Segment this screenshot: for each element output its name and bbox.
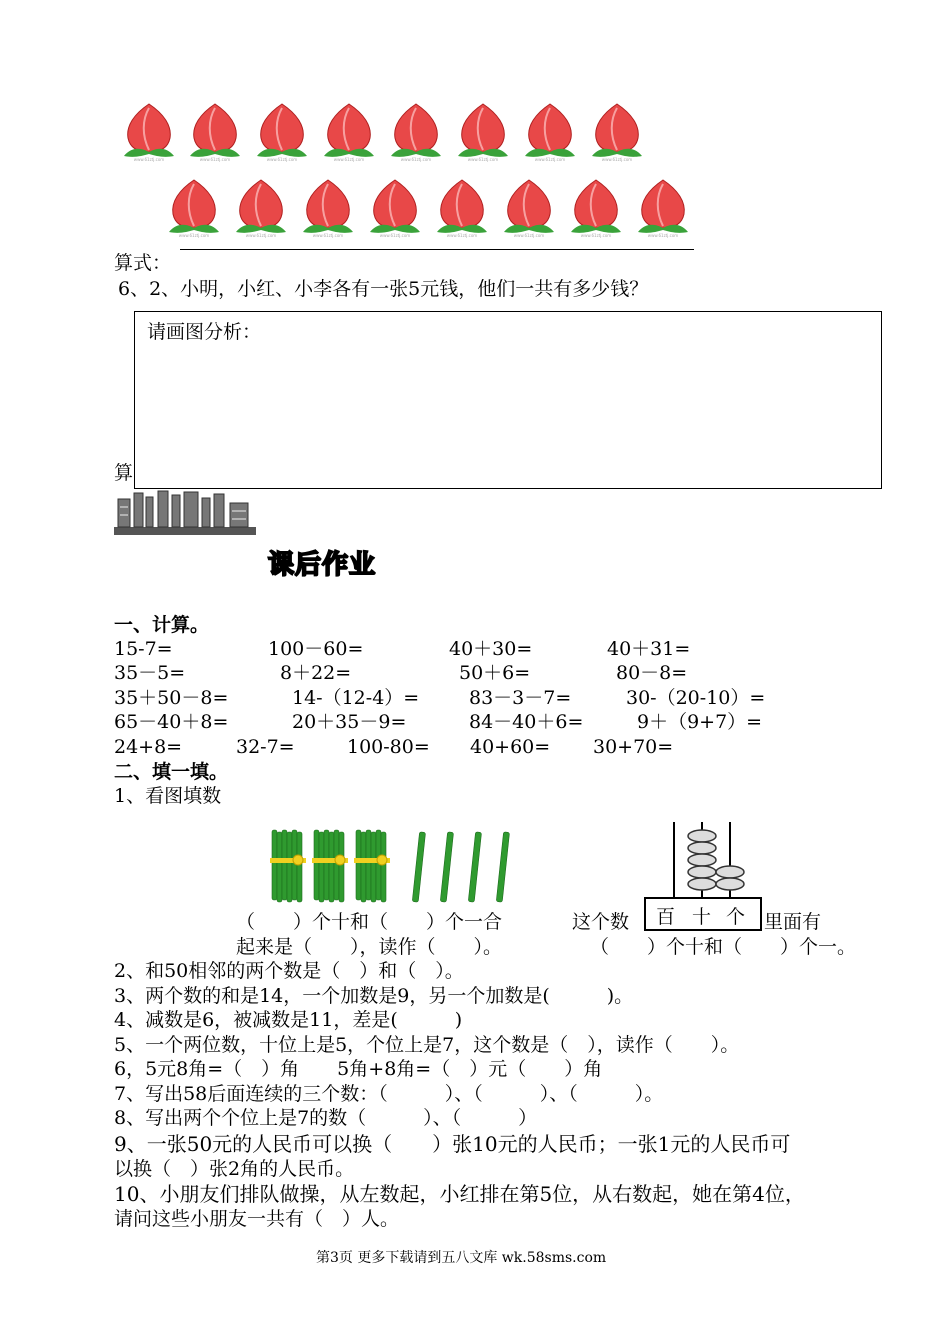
stick-shape — [272, 830, 277, 900]
peach-icon — [454, 100, 512, 162]
stick-shape — [381, 832, 386, 902]
abacus-label-ones: 个 — [726, 906, 746, 928]
abacus-text-line2: （ ）个十和（ ）个一。 — [590, 936, 857, 958]
svg-text:www.61ztj.com: www.61ztj.com — [133, 157, 165, 162]
stick-shape — [339, 832, 344, 902]
calc-r4c4: 9＋（9+7）= — [637, 711, 763, 733]
homework-title: 课后作业 — [268, 550, 377, 580]
peach-icon — [387, 100, 445, 162]
section2-q1: 1、看图填数 — [114, 785, 222, 807]
stick-shape — [356, 830, 361, 900]
svg-text:www.61ztj.com: www.61ztj.com — [580, 233, 612, 238]
svg-text:www.61ztj.com: www.61ztj.com — [333, 157, 365, 162]
calc-r5c5: 30+70= — [593, 736, 674, 758]
calc-r1c1: 15-7= — [114, 638, 173, 660]
svg-text:www.61ztj.com: www.61ztj.com — [266, 157, 298, 162]
calc-r5c4: 40+60= — [470, 736, 551, 758]
question-4: 4、减数是6，被减数是11，差是( ) — [114, 1009, 463, 1031]
question-5: 5、一个两位数，十位上是5，个位上是7，这个数是（ ），读作（ ）。 — [114, 1034, 740, 1056]
calc-r3c4: 30-（20-10）= — [626, 687, 766, 709]
calc-r5c3: 100-80= — [347, 736, 430, 758]
calc-r3c1: 35＋50－8= — [114, 687, 229, 709]
stick-shape — [314, 830, 319, 900]
calc-r3c2: 14-（12-4）= — [292, 687, 420, 709]
svg-text:www.61ztj.com: www.61ztj.com — [446, 233, 478, 238]
calc-r5c2: 32-7= — [236, 736, 295, 758]
question-9-line2: 以换（ ）张2角的人民币。 — [114, 1158, 355, 1180]
question-10-line2: 请问这些小朋友一共有（ ）人。 — [114, 1208, 400, 1230]
calc-r2c4: 80－8= — [616, 662, 688, 684]
box-label: 请画图分析： — [147, 321, 262, 343]
peach-icon — [253, 100, 311, 162]
stick-shape — [496, 832, 509, 902]
stick-shape — [282, 830, 287, 900]
stick-shape — [329, 832, 334, 902]
svg-text:www.61ztj.com: www.61ztj.com — [400, 157, 432, 162]
peach-icon — [433, 176, 491, 238]
stick-shape — [293, 855, 303, 865]
stick-shape — [324, 830, 329, 900]
formula-label: 算式： — [114, 252, 172, 274]
sticks-bundle-picture — [268, 826, 518, 906]
calc-r4c1: 65－40＋8= — [114, 711, 229, 733]
peach-icon — [521, 100, 579, 162]
peach-icon — [186, 100, 244, 162]
hidden-formula-label: 算 — [114, 462, 134, 484]
calc-r5c1: 24+8= — [114, 736, 183, 758]
peach-icon — [567, 176, 625, 238]
peach-icon — [320, 100, 378, 162]
svg-text:www.61ztj.com: www.61ztj.com — [534, 157, 566, 162]
question-7: 7、写出58后面连续的三个数：（ ）、（ ）、（ ）。 — [114, 1083, 664, 1105]
stick-shape — [287, 832, 292, 902]
stick-shape — [371, 832, 376, 902]
peach-icon — [588, 100, 646, 162]
svg-text:www.61ztj.com: www.61ztj.com — [379, 233, 411, 238]
stick-shape — [361, 832, 366, 902]
abacus-text-line1a: 这个数 — [572, 911, 630, 933]
calc-r3c3: 83－3－7= — [469, 687, 572, 709]
stick-shape — [297, 832, 302, 902]
stick-shape — [277, 832, 282, 902]
calc-r1c3: 40＋30= — [449, 638, 533, 660]
svg-text:www.61ztj.com: www.61ztj.com — [245, 233, 277, 238]
question-10-line1: 10、小朋友们排队做操，从左数起，小红排在第5位，从右数起，她在第4位， — [114, 1182, 805, 1206]
drawing-answer-box[interactable] — [134, 311, 882, 489]
section1-title: 一、计算。 — [114, 614, 210, 636]
stick-shape — [335, 855, 345, 865]
question-3: 3、两个数的和是14，一个加数是9，另一个加数是( )。 — [114, 985, 634, 1007]
bundle-text-line1: （ ）个十和（ ）个一合 — [236, 911, 503, 933]
section2-title: 二、填一填。 — [114, 761, 229, 783]
svg-text:www.61ztj.com: www.61ztj.com — [467, 157, 499, 162]
svg-text:www.61ztj.com: www.61ztj.com — [513, 233, 545, 238]
question-8: 8、写出两个个位上是7的数（ ）、（ ） — [114, 1107, 538, 1129]
abacus-label-hundreds: 百 — [656, 906, 676, 928]
peach-icon — [120, 100, 178, 162]
stick-shape — [319, 832, 324, 902]
stick-shape — [377, 855, 387, 865]
peach-icon — [299, 176, 357, 238]
page-footer: 第3页 更多下载请到五八文库 wk.58sms.com — [316, 1250, 607, 1266]
peach-icon — [500, 176, 558, 238]
question-9-line1: 9、一张50元的人民币可以换（ ）张10元的人民币；一张1元的人民币可 — [114, 1132, 791, 1156]
svg-text:www.61ztj.com: www.61ztj.com — [601, 157, 633, 162]
books-icon — [114, 489, 256, 539]
stick-shape — [468, 832, 481, 902]
peach-icon — [634, 176, 692, 238]
abacus-text-line1b: 里面有 — [764, 911, 822, 933]
peach-icon — [165, 176, 223, 238]
svg-text:www.61ztj.com: www.61ztj.com — [178, 233, 210, 238]
svg-text:www.61ztj.com: www.61ztj.com — [312, 233, 344, 238]
formula-answer-line — [180, 249, 694, 250]
peach-icon — [366, 176, 424, 238]
stick-shape — [412, 832, 425, 902]
bundle-text-line2: 起来是（ ），读作（ ）。 — [236, 936, 503, 958]
calc-r4c2: 20＋35－9= — [292, 711, 407, 733]
question-6-2: 6、2、小明，小红、小李各有一张5元钱，他们一共有多少钱？ — [118, 278, 649, 300]
stick-shape — [366, 830, 371, 900]
question-6: 6，5元8角=（ ）角 5角+8角=（ ）元（ ）角 — [114, 1058, 603, 1080]
calc-r2c1: 35－5= — [114, 662, 186, 684]
peach-icon — [232, 176, 290, 238]
calc-r1c2: 100－60= — [268, 638, 364, 660]
calc-r1c4: 40＋31= — [607, 638, 691, 660]
question-2: 2、和50相邻的两个数是（ ）和（ ）。 — [114, 960, 464, 982]
abacus-label-tens: 十 — [692, 906, 712, 928]
calc-r2c2: 8＋22= — [280, 662, 352, 684]
calc-r2c3: 50＋6= — [459, 662, 531, 684]
stick-shape — [440, 832, 453, 902]
svg-text:www.61ztj.com: www.61ztj.com — [199, 157, 231, 162]
svg-text:www.61ztj.com: www.61ztj.com — [647, 233, 679, 238]
calc-r4c3: 84－40＋6= — [469, 711, 584, 733]
